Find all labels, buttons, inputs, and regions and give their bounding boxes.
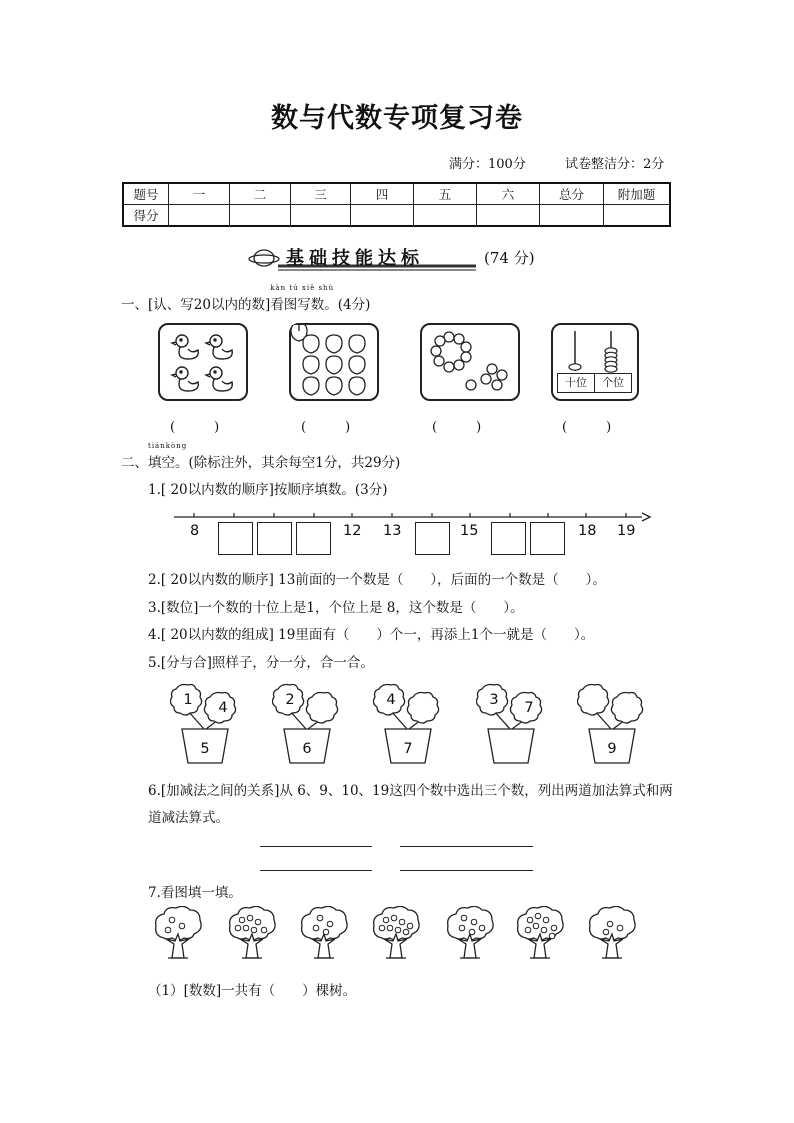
full-score: 满分：100分 — [449, 157, 526, 172]
q2-s7-1: （1）[数数]一共有（ ）棵树。 — [148, 983, 357, 999]
score-cell[interactable] — [604, 205, 671, 227]
header-cell: 二 — [230, 183, 291, 205]
tree-icon — [518, 906, 563, 958]
answer-blank[interactable]: ( ) — [432, 420, 482, 435]
q1-ruby-text: 看图写数 — [270, 297, 325, 313]
section-banner — [248, 244, 548, 272]
abacus-ones-label: 个位 — [594, 373, 632, 393]
q2-s3: 3.[数位]一个数的十位上是1，个位上是 8，这个数是（ ）。 — [148, 600, 524, 616]
q2-s5: 5.[分与合]照样子，分一分，合一合。 — [148, 655, 374, 671]
header-cell: 题号 — [123, 183, 169, 205]
q1-pinyin: kàn tú xiě shù — [270, 284, 335, 292]
q2-s6-line1: 6.[加减法之间的关系]从 6、9、10、19这四个数中选出三个数，列出两道加法算式和两 — [148, 783, 673, 799]
header-cell: 五 — [414, 183, 477, 205]
abacus-picture — [551, 323, 639, 401]
header-cell: 六 — [477, 183, 540, 205]
pot-total-number: 7 — [403, 741, 413, 757]
header-cell: 三 — [291, 183, 351, 205]
q2-s7: 7.看图填一填。 — [148, 885, 242, 901]
numberline-label: 19 — [617, 523, 636, 539]
answer-blank[interactable]: ( ) — [170, 420, 220, 435]
neat-score: 试卷整洁分：2分 — [565, 157, 665, 172]
abacus-tens-label: 十位 — [557, 373, 595, 393]
score-table-header-row — [123, 183, 670, 205]
trees-picture — [150, 906, 650, 966]
q2-heading — [121, 442, 401, 471]
q2-number: 二、 — [121, 455, 148, 471]
q2-pinyin: tiánkòng — [148, 442, 188, 450]
pot-right-number: 4 — [218, 700, 228, 716]
tree-icon — [302, 906, 347, 958]
peaches-picture — [289, 323, 379, 401]
tree-icon — [374, 906, 419, 958]
score-table-score-row — [123, 205, 670, 227]
ducks-icon — [160, 325, 246, 399]
pot-left-number: 4 — [386, 692, 396, 708]
header-cell: 一 — [169, 183, 230, 205]
circles-picture — [420, 323, 520, 401]
q2-s2: 2.[ 20以内数的顺序] 13前面的一个数是（ ），后面的一个数是（ ）。 — [148, 572, 606, 588]
row-label: 得分 — [123, 205, 169, 227]
pot-left-number: 2 — [285, 692, 295, 708]
numberline-label: 12 — [343, 523, 362, 539]
answer-line[interactable] — [400, 870, 533, 871]
q1-topic: [认、写20以内的数] — [148, 297, 271, 313]
answer-box[interactable] — [296, 522, 331, 555]
flower-pot — [170, 683, 240, 765]
ducks-picture — [158, 323, 248, 401]
score-cell[interactable] — [414, 205, 477, 227]
header-cell: 附加题 — [604, 183, 671, 205]
score-cell[interactable] — [477, 205, 540, 227]
flower-pot — [373, 683, 443, 765]
score-cell[interactable] — [291, 205, 351, 227]
answer-line[interactable] — [260, 846, 372, 847]
flower-pot — [476, 683, 546, 765]
q2-points: 。(除标注外，其余每空1分，共29分) — [175, 455, 401, 471]
score-cell[interactable] — [169, 205, 230, 227]
score-cell[interactable] — [230, 205, 291, 227]
answer-box[interactable] — [218, 522, 253, 555]
q2-s4: 4.[ 20以内数的组成] 19里面有（ ）个一，再添上1个一就是（ ）。 — [148, 627, 595, 643]
header-cell: 总分 — [540, 183, 604, 205]
flower-pot — [272, 683, 342, 765]
answer-box[interactable] — [491, 522, 526, 555]
score-cell[interactable] — [540, 205, 604, 227]
pot-total-number: 5 — [200, 741, 210, 757]
numberline-label: 8 — [190, 523, 200, 539]
answer-box[interactable] — [530, 522, 565, 555]
q1-heading — [121, 284, 371, 313]
page-title: 数与代数专项复习卷 — [271, 103, 523, 134]
q2-ruby-text: 填空 — [148, 455, 175, 471]
header-cell: 四 — [351, 183, 414, 205]
tree-icon — [156, 906, 201, 958]
pot-total-number: 6 — [302, 741, 312, 757]
numberline-label: 15 — [460, 523, 479, 539]
numberline-label: 13 — [383, 523, 402, 539]
numberline-label: 18 — [578, 523, 597, 539]
answer-blank[interactable]: ( ) — [562, 420, 612, 435]
answer-box[interactable] — [415, 522, 450, 555]
score-table — [122, 182, 671, 227]
answer-blank[interactable]: ( ) — [301, 420, 351, 435]
answer-line[interactable] — [400, 846, 533, 847]
pot-left-number: 3 — [489, 692, 499, 708]
tree-icon — [448, 906, 493, 958]
pot-right-number: 7 — [524, 700, 534, 716]
answer-line[interactable] — [260, 870, 372, 871]
flower-pot — [577, 683, 647, 765]
section-title: 基础技能达标 — [286, 248, 424, 269]
q1-number: 一、 — [121, 297, 148, 313]
pot-left-number: 1 — [183, 692, 193, 708]
tree-icon — [230, 906, 275, 958]
q2-s6-line2: 道减法算式。 — [148, 810, 229, 826]
pot-total-number: 9 — [607, 741, 617, 757]
peaches-icon — [291, 325, 377, 399]
q2-s1: 1.[ 20以内数的顺序]按顺序填数。(3分) — [148, 482, 388, 498]
circles-icon — [422, 325, 518, 399]
section-score: (74 分) — [484, 249, 535, 267]
score-cell[interactable] — [351, 205, 414, 227]
answer-box[interactable] — [257, 522, 292, 555]
abacus-icon — [553, 325, 637, 375]
tree-icon — [590, 906, 635, 958]
q1-points: 。(4分) — [324, 297, 371, 313]
